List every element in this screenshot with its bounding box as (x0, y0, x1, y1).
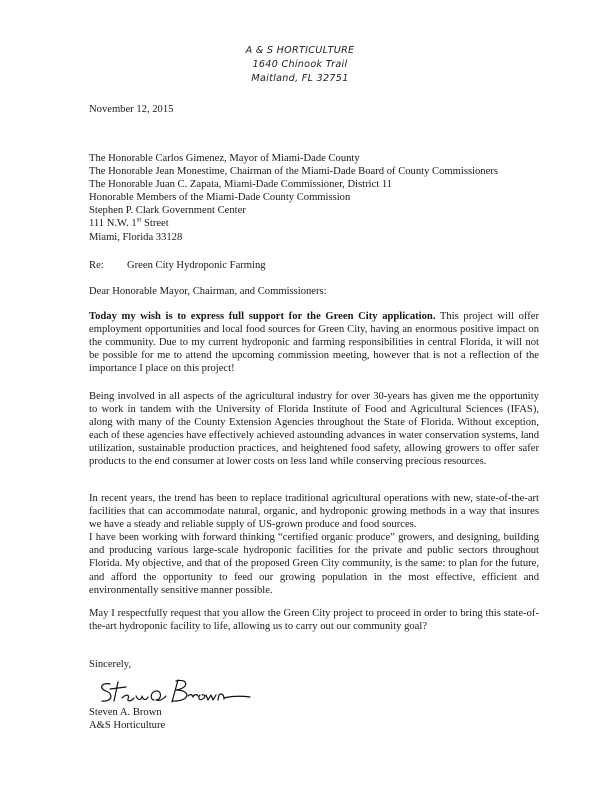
paragraph-request: May I respectfully request that you allow the Green City project to proceed in order to bring this state-of-the-art hydroponic facility to life, allowing us to carry out our community goal? (89, 608, 539, 633)
recipient-line: The Honorable Juan C. Zapata, Miami-Dade Commissioner, District 11 (89, 179, 393, 191)
recipient-line: The Honorable Jean Monestime, Chairman of the Miami-Dade Board of County Commissioners (89, 166, 498, 178)
salutation: Dear Honorable Mayor, Chairman, and Commissioners: (89, 286, 327, 297)
address-city: Miami, Florida 33128 (89, 231, 183, 243)
letterhead-city: Maitland, FL 32751 (251, 73, 349, 84)
paragraph-experience: Being involved in all aspects of the agricultural industry for over 30-years has given me the opportunity to work in tandem with the University of Florida Institute of Food and Agricultural Sciences (IFAS), along with many of the County Extension Agencies throughout the State of Florida. Without exception, each of these agencies have effectively achieved astounding advances in water conservation systems, land utilization, sustainable production practices, and heightened food safety, allowing growers to offer safer products to the end consumer at lower costs on less land while conserving precious resources. (89, 391, 539, 468)
address-street-number: 111 N.W. 1 (89, 218, 137, 230)
letterhead (180, 44, 420, 86)
recipient-line: Honorable Members of the Miami-Dade County Commission (89, 192, 351, 204)
paragraph-trends (89, 492, 539, 597)
address-street-name: Street (141, 218, 169, 230)
paragraph-trends-part2: I have been working with forward thinking “certified organic produce” growers, and designing, building and producing various large-scale hydroponic facilities for the private and public sectors throughout Florida. My objective, and that of the proposed Green City community, is the same: to plan for the future, and afford the opportunity to feed our growing population in the most effective, efficient and environmentally sensitive manner possible. (89, 532, 539, 596)
letterhead-street: 1640 Chinook Trail (252, 59, 348, 70)
recipient-line: The Honorable Carlos Gimenez, Mayor of Miami-Dade County (89, 153, 360, 164)
signatory-company: A&S Horticulture (89, 720, 166, 731)
address-street (89, 217, 539, 230)
re-label: Re: (89, 260, 104, 271)
recipient-block (89, 152, 539, 244)
address-street-suffix: st (136, 215, 142, 224)
re-subject: Green City Hydroponic Farming (127, 260, 266, 271)
recipient-line: Stephen P. Clark Government Center (89, 205, 246, 217)
re-line (89, 259, 539, 272)
paragraph-support-text: This project will offer employment opportunities and local food sources for Green City, having an enormous positive impact on the community. Due to my current hydroponic and farming responsibilities in central Florida, it will not be possible for me to attend the upcoming commission meeting, however that is not a reflection of the importance I place on this project! (89, 311, 539, 375)
signatory-name: Steven A. Brown (89, 707, 162, 718)
paragraph-trends-part1: In recent years, the trend has been to replace traditional agricultural operations with new, state-of-the-art facilities that can accommodate natural, organic, and hydroponic growing methods in a way that insures we have a steady and reliable supply of US-grown produce and food sources. (89, 493, 539, 531)
handwritten-signature (96, 674, 256, 708)
paragraph-support-bold: Today my wish is to express full support for the Green City application. (89, 311, 436, 322)
closing: Sincerely, (89, 659, 131, 670)
letter-date: November 12, 2015 (89, 104, 174, 115)
paragraph-support (89, 310, 539, 375)
letterhead-company: A & S HORTICULTURE (245, 45, 355, 56)
